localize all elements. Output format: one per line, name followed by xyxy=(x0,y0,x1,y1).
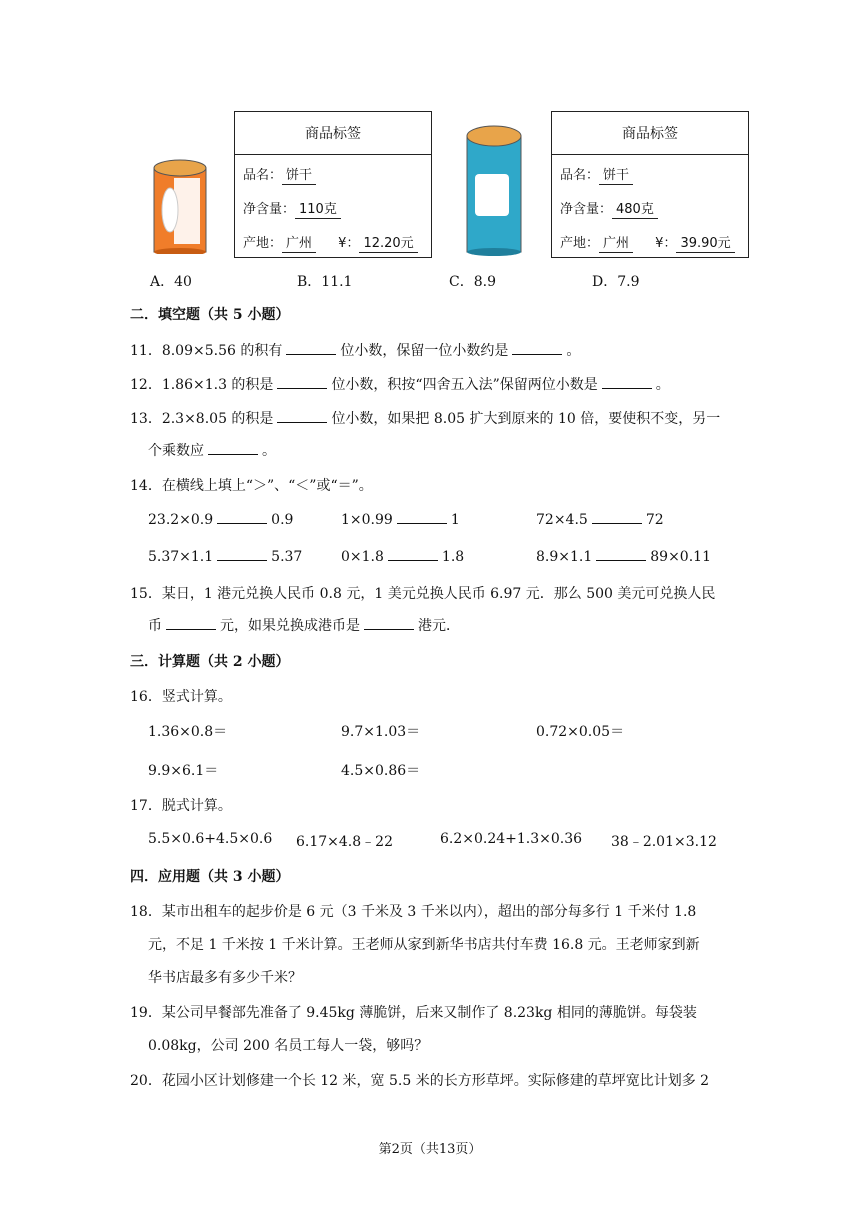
question-13 xyxy=(130,408,720,428)
question-16: 16．竖式计算。 xyxy=(130,689,232,705)
answer-blank[interactable] xyxy=(286,342,336,355)
calc-item: 9.9×6.1＝ xyxy=(148,763,219,779)
question-18-line-3: 华书店最多有多少千米？ xyxy=(148,970,302,986)
answer-blank[interactable] xyxy=(388,548,438,561)
q11-text-a: 11．8.09×5.56 的积有 xyxy=(130,343,283,359)
blue-can-image xyxy=(463,124,525,256)
weight-value: 480克 xyxy=(612,202,658,219)
label-name-row xyxy=(560,164,633,183)
calc-item: 9.7×1.03＝ xyxy=(341,724,421,740)
answer-blank[interactable] xyxy=(277,376,327,389)
question-13-cont xyxy=(148,440,276,460)
name-key: 品名： xyxy=(560,168,600,183)
question-15-cont xyxy=(148,615,460,635)
label-title: 商品标签 xyxy=(552,112,748,155)
question-15: 15．某日，1 港元兑换人民币 0.8 元，1 美元兑换人民币 6.97 元．那么 500 美元可兑换人民 xyxy=(130,586,716,602)
option-d: D．7.9 xyxy=(592,274,640,290)
compare-left: 0×1.8 xyxy=(341,549,384,565)
question-18-line-1: 18．某市出租车的起步价是 6 元（3 千米及 3 千米以内），超出的部分每多行 1 千米付 1.8 xyxy=(130,904,697,920)
compare-item xyxy=(148,511,293,528)
q13-text-d: 。 xyxy=(262,443,276,459)
page-footer: 第2页（共13页） xyxy=(378,1142,482,1157)
compare-right: 5.37 xyxy=(271,549,303,565)
q15-text-b: 币 xyxy=(148,618,162,634)
question-12 xyxy=(130,374,670,394)
label-name-row xyxy=(243,164,316,183)
label-origin-row xyxy=(560,232,735,251)
answer-blank[interactable] xyxy=(602,376,652,389)
name-key: 品名： xyxy=(243,168,283,183)
name-value: 饼干 xyxy=(599,168,633,185)
question-11 xyxy=(130,340,580,360)
compare-right: 89×0.11 xyxy=(650,549,711,565)
q12-text-a: 12．1.86×1.3 的积是 xyxy=(130,377,274,393)
calc-item: 0.72×0.05＝ xyxy=(536,724,625,740)
section-heading-calculation: 三．计算题（共 2 小题） xyxy=(130,654,290,670)
answer-blank[interactable] xyxy=(166,617,216,630)
q11-text-b: 位小数，保留一位小数约是 xyxy=(340,343,509,359)
product-label-2 xyxy=(551,111,749,258)
q13-text-b: 位小数，如果把 8.05 扩大到原来的 10 倍，要使积不变，另一 xyxy=(331,411,721,427)
question-20-line-1: 20．花园小区计划修建一个长 12 米，宽 5.5 米的长方形草坪。实际修建的草坪宽比计划多 2 xyxy=(130,1073,710,1089)
calc-item: 1.36×0.8＝ xyxy=(148,724,228,740)
calc-item: 4.5×0.86＝ xyxy=(341,763,421,779)
question-17: 17．脱式计算。 xyxy=(130,798,232,814)
answer-blank[interactable] xyxy=(397,511,447,524)
origin-key: 产地： xyxy=(560,236,600,251)
answer-blank[interactable] xyxy=(217,511,267,524)
price-value: 12.20元 xyxy=(359,236,417,253)
compare-left: 1×0.99 xyxy=(341,512,393,528)
question-14: 14．在横线上填上“＞”、“＜”或“＝”。 xyxy=(130,478,373,494)
calc-item: 5.5×0.6+4.5×0.6 xyxy=(148,831,273,847)
q13-text-a: 13．2.3×8.05 的积是 xyxy=(130,411,274,427)
q12-text-c: 。 xyxy=(655,377,670,393)
answer-blank[interactable] xyxy=(217,548,267,561)
label-title: 商品标签 xyxy=(235,112,431,155)
answer-blank[interactable] xyxy=(364,617,414,630)
weight-value: 110克 xyxy=(295,202,341,219)
section-heading-fill-in: 二．填空题（共 5 小题） xyxy=(130,307,290,323)
option-b: B．11.1 xyxy=(297,274,353,290)
label-weight-row xyxy=(243,198,341,217)
answer-blank[interactable] xyxy=(208,442,258,455)
compare-item xyxy=(536,548,711,565)
origin-value: 广州 xyxy=(282,236,316,253)
q15-text-d: 港元． xyxy=(418,618,460,634)
answer-blank[interactable] xyxy=(596,548,646,561)
price-value: 39.90元 xyxy=(676,236,734,253)
q15-text-c: 元，如果兑换成港币是 xyxy=(220,618,360,634)
question-19-line-2: 0.08kg，公司 200 名员工每人一袋，够吗？ xyxy=(148,1038,429,1054)
weight-key: 净含量： xyxy=(243,202,296,217)
compare-left: 8.9×1.1 xyxy=(536,549,593,565)
option-c: C．8.9 xyxy=(449,274,496,290)
answer-blank[interactable] xyxy=(512,342,562,355)
q12-text-b: 位小数，积按“四舍五入法”保留两位小数是 xyxy=(331,377,598,393)
compare-left: 72×4.5 xyxy=(536,512,588,528)
compare-left: 5.37×1.1 xyxy=(148,549,214,565)
compare-item xyxy=(341,511,460,528)
question-19-line-1: 19．某公司早餐部先准备了 9.45kg 薄脆饼，后来又制作了 8.23kg 相同的薄脆饼。每袋装 xyxy=(130,1005,697,1021)
compare-right: 1 xyxy=(450,512,460,528)
compare-item xyxy=(536,511,664,528)
compare-item xyxy=(341,548,464,565)
compare-left: 23.2×0.9 xyxy=(148,512,214,528)
compare-right: 72 xyxy=(645,512,664,528)
weight-key: 净含量： xyxy=(560,202,613,217)
compare-item xyxy=(148,548,302,565)
answer-blank[interactable] xyxy=(277,410,327,423)
compare-right: 0.9 xyxy=(271,512,294,528)
orange-can-image xyxy=(150,158,210,254)
price-key: ¥： xyxy=(655,236,677,251)
origin-value: 广州 xyxy=(599,236,633,253)
calc-item: 6.2×0.24+1.3×0.36 xyxy=(440,831,583,847)
calc-item: 38﹣2.01×3.12 xyxy=(611,834,717,850)
compare-right: 1.8 xyxy=(441,549,465,565)
calc-item: 6.17×4.8﹣22 xyxy=(296,834,393,850)
name-value: 饼干 xyxy=(282,168,316,185)
option-a: A．40 xyxy=(150,274,192,290)
price-key: ¥： xyxy=(338,236,360,251)
q11-text-c: 。 xyxy=(566,343,581,359)
label-weight-row xyxy=(560,198,658,217)
answer-blank[interactable] xyxy=(592,511,642,524)
section-heading-application: 四．应用题（共 3 小题） xyxy=(130,869,290,885)
product-label-1 xyxy=(234,111,432,258)
origin-key: 产地： xyxy=(243,236,283,251)
label-origin-row xyxy=(243,232,418,251)
question-18-line-2: 元，不足 1 千米按 1 千米计算。王老师从家到新华书店共付车费 16.8 元。王老师家到新 xyxy=(148,937,700,953)
q13-text-c: 个乘数应 xyxy=(148,443,204,459)
